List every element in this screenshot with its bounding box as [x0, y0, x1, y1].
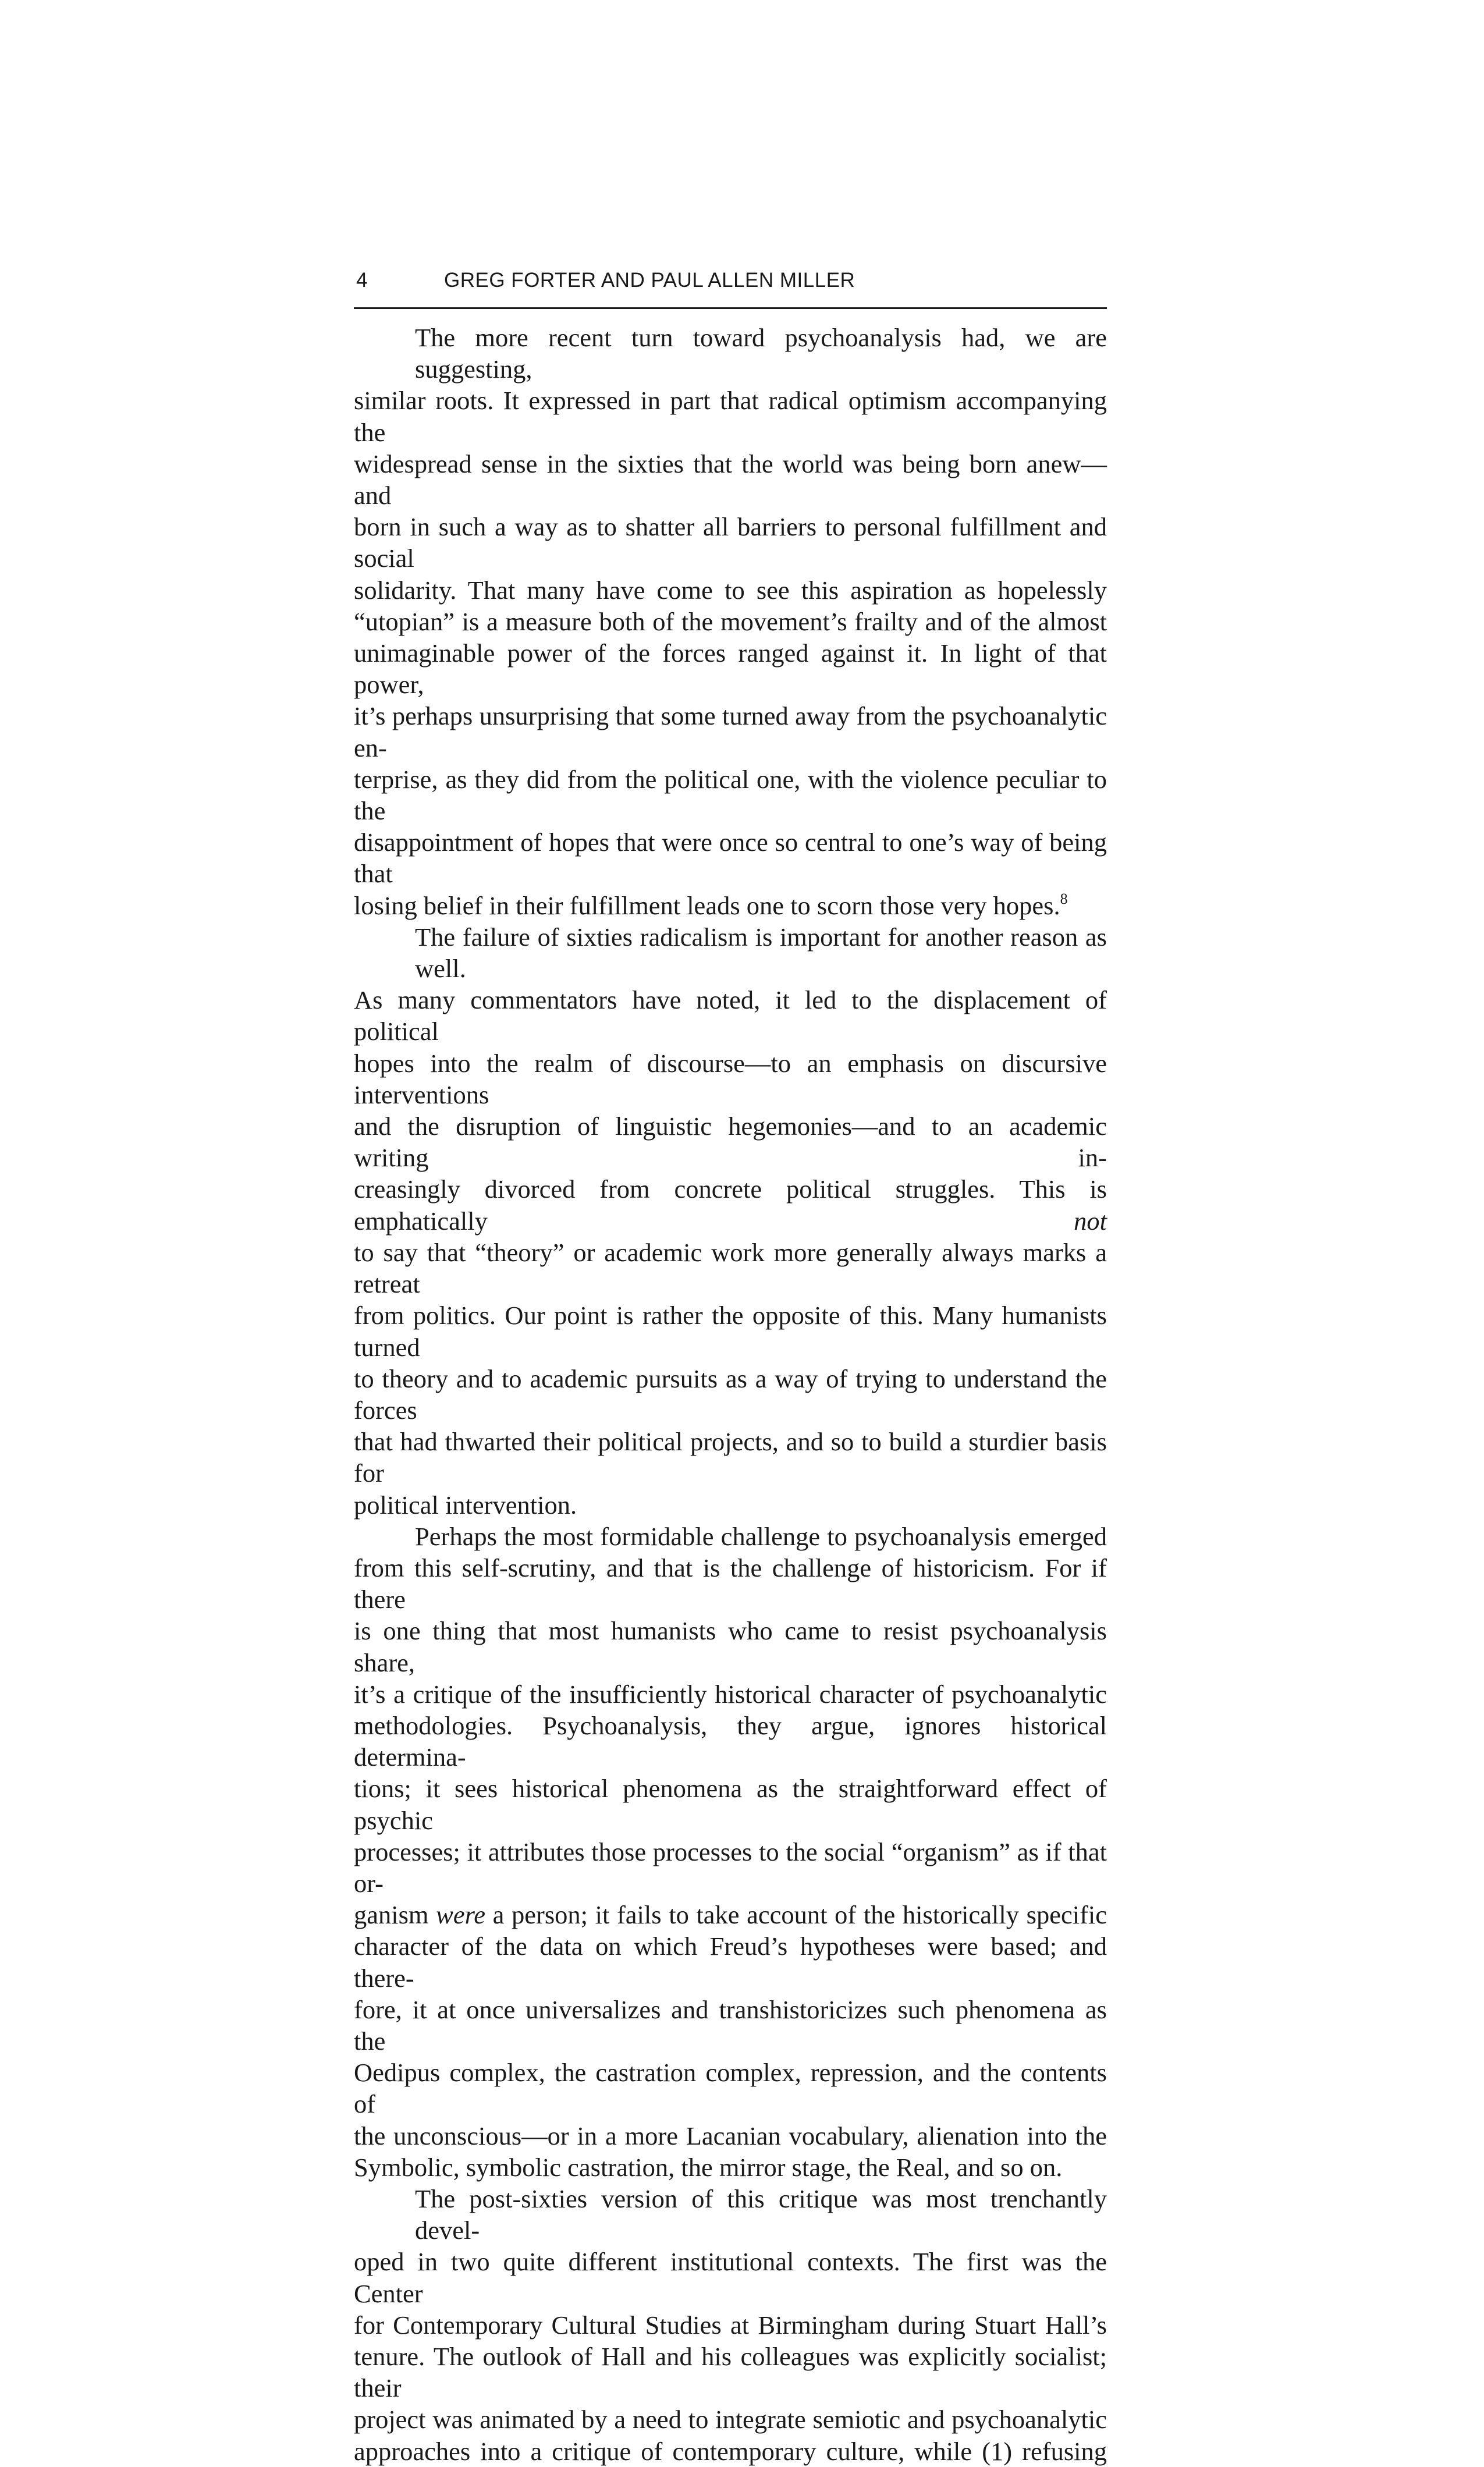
paragraph-3	[354, 1521, 1107, 2183]
page-number: 4	[356, 269, 368, 292]
text-line: methodologies. Psychoanalysis, they argue, ignores historical determina-	[354, 1710, 1107, 1772]
text-line: fore, it at once universalizes and transhistoricizes such phenomena as the	[354, 1994, 1107, 2056]
text-line: that had thwarted their political projects, and so to build a sturdier basis for	[354, 1427, 1107, 1488]
emphasis-not: not	[1074, 1206, 1107, 1236]
emphasis-were: were	[436, 1900, 486, 1930]
text-line: solidarity. That many have come to see this aspiration as hopelessly	[354, 575, 1107, 605]
text-line: from this self-scrutiny, and that is the challenge of historicism. For if there	[354, 1553, 1107, 1614]
text-line-content: creasingly divorced from concrete political struggles. This is emphatically	[354, 1174, 1107, 1236]
text-line: for Contemporary Cultural Studies at Birmingham during Stuart Hall’s	[354, 2310, 1107, 2340]
text-line: Symbolic, symbolic castration, the mirror stage, the Real, and so on.	[354, 2152, 1063, 2182]
text-line: project was animated by a need to integrate semiotic and psychoanalytic	[354, 2405, 1107, 2434]
text-line: is one thing that most humanists who came to resist psychoanalysis share,	[354, 1616, 1107, 1677]
text-line: As many commentators have noted, it led to the displacement of political	[354, 985, 1107, 1046]
text-line: to theory and to academic pursuits as a way of trying to understand the forces	[354, 1364, 1107, 1425]
text-line: it’s perhaps unsurprising that some turned away from the psychoanalytic en-	[354, 701, 1107, 762]
paragraph-1	[354, 322, 1107, 921]
text-line: Perhaps the most formidable challenge to psychoanalysis emerged	[415, 1521, 1107, 1551]
text-line-content: losing belief in their fulfillment leads one to scorn those very hopes.	[354, 890, 1060, 920]
text-line: terprise, as they did from the political one, with the violence peculiar to the	[354, 764, 1107, 826]
text-line: similar roots. It expressed in part that radical optimism accompanying the	[354, 386, 1107, 447]
text-line: processes; it attributes those processes to the social “organism” as if that or-	[354, 1837, 1107, 1898]
text-line: political intervention.	[354, 1490, 577, 1520]
text-line-content: a person; it fails to take account of the historically specific	[492, 1900, 1107, 1930]
running-head-authors: GREG FORTER AND PAUL ALLEN MILLER	[444, 269, 855, 292]
text-line: disappointment of hopes that were once so central to one’s way of being that	[354, 828, 1107, 889]
text-line	[354, 1899, 1107, 1930]
text-line: it’s a critique of the insufficiently historical character of psychoanalytic	[354, 1679, 1107, 1709]
text-line: from politics. Our point is rather the opposite of this. Many humanists turned	[354, 1301, 1107, 1362]
text-line: and the disruption of linguistic hegemonies—and to an academic writing in-	[354, 1112, 1107, 1173]
text-line-content: ganism	[354, 1900, 429, 1930]
text-line: tenure. The outlook of Hall and his colleagues was explicitly socialist; their	[354, 2342, 1107, 2403]
text-line: Oedipus complex, the castration complex, repression, and the contents of	[354, 2058, 1107, 2119]
text-line: The more recent turn toward psychoanalysis had, we are suggesting,	[415, 323, 1107, 384]
body-text	[354, 322, 1107, 2467]
text-line: to say that “theory” or academic work more generally always marks a retreat	[354, 1237, 1107, 1299]
text-line: tions; it sees historical phenomena as the straightforward effect of psychic	[354, 1774, 1107, 1835]
text-line: The failure of sixties radicalism is important for another reason as well.	[415, 922, 1107, 984]
text-line: approaches into a critique of contemporary culture, while (1) refusing	[354, 2436, 1107, 2466]
paragraph-4	[354, 2183, 1107, 2467]
text-line	[354, 1173, 1107, 1236]
text-line: character of the data on which Freud’s hypotheses were based; and there-	[354, 1932, 1107, 1993]
text-line: The post-sixties version of this critique was most trenchantly devel-	[415, 2184, 1107, 2245]
text-line: born in such a way as to shatter all barriers to personal fulfillment and social	[354, 512, 1107, 573]
paragraph-2	[354, 921, 1107, 1521]
text-line	[354, 890, 1107, 921]
text-line: hopes into the realm of discourse—to an emphasis on discursive interventions	[354, 1048, 1107, 1109]
text-line: widespread sense in the sixties that the world was being born anew—and	[354, 449, 1107, 510]
text-line: oped in two quite different institutional contexts. The first was the Center	[354, 2247, 1107, 2308]
footnote-marker[interactable]: 8	[1060, 890, 1068, 907]
text-line: the unconscious—or in a more Lacanian vocabulary, alienation into the	[354, 2121, 1107, 2150]
text-line: unimaginable power of the forces ranged against it. In light of that power,	[354, 638, 1107, 700]
running-header	[354, 269, 1107, 309]
text-line: “utopian” is a measure both of the movement’s frailty and of the almost	[354, 606, 1107, 636]
